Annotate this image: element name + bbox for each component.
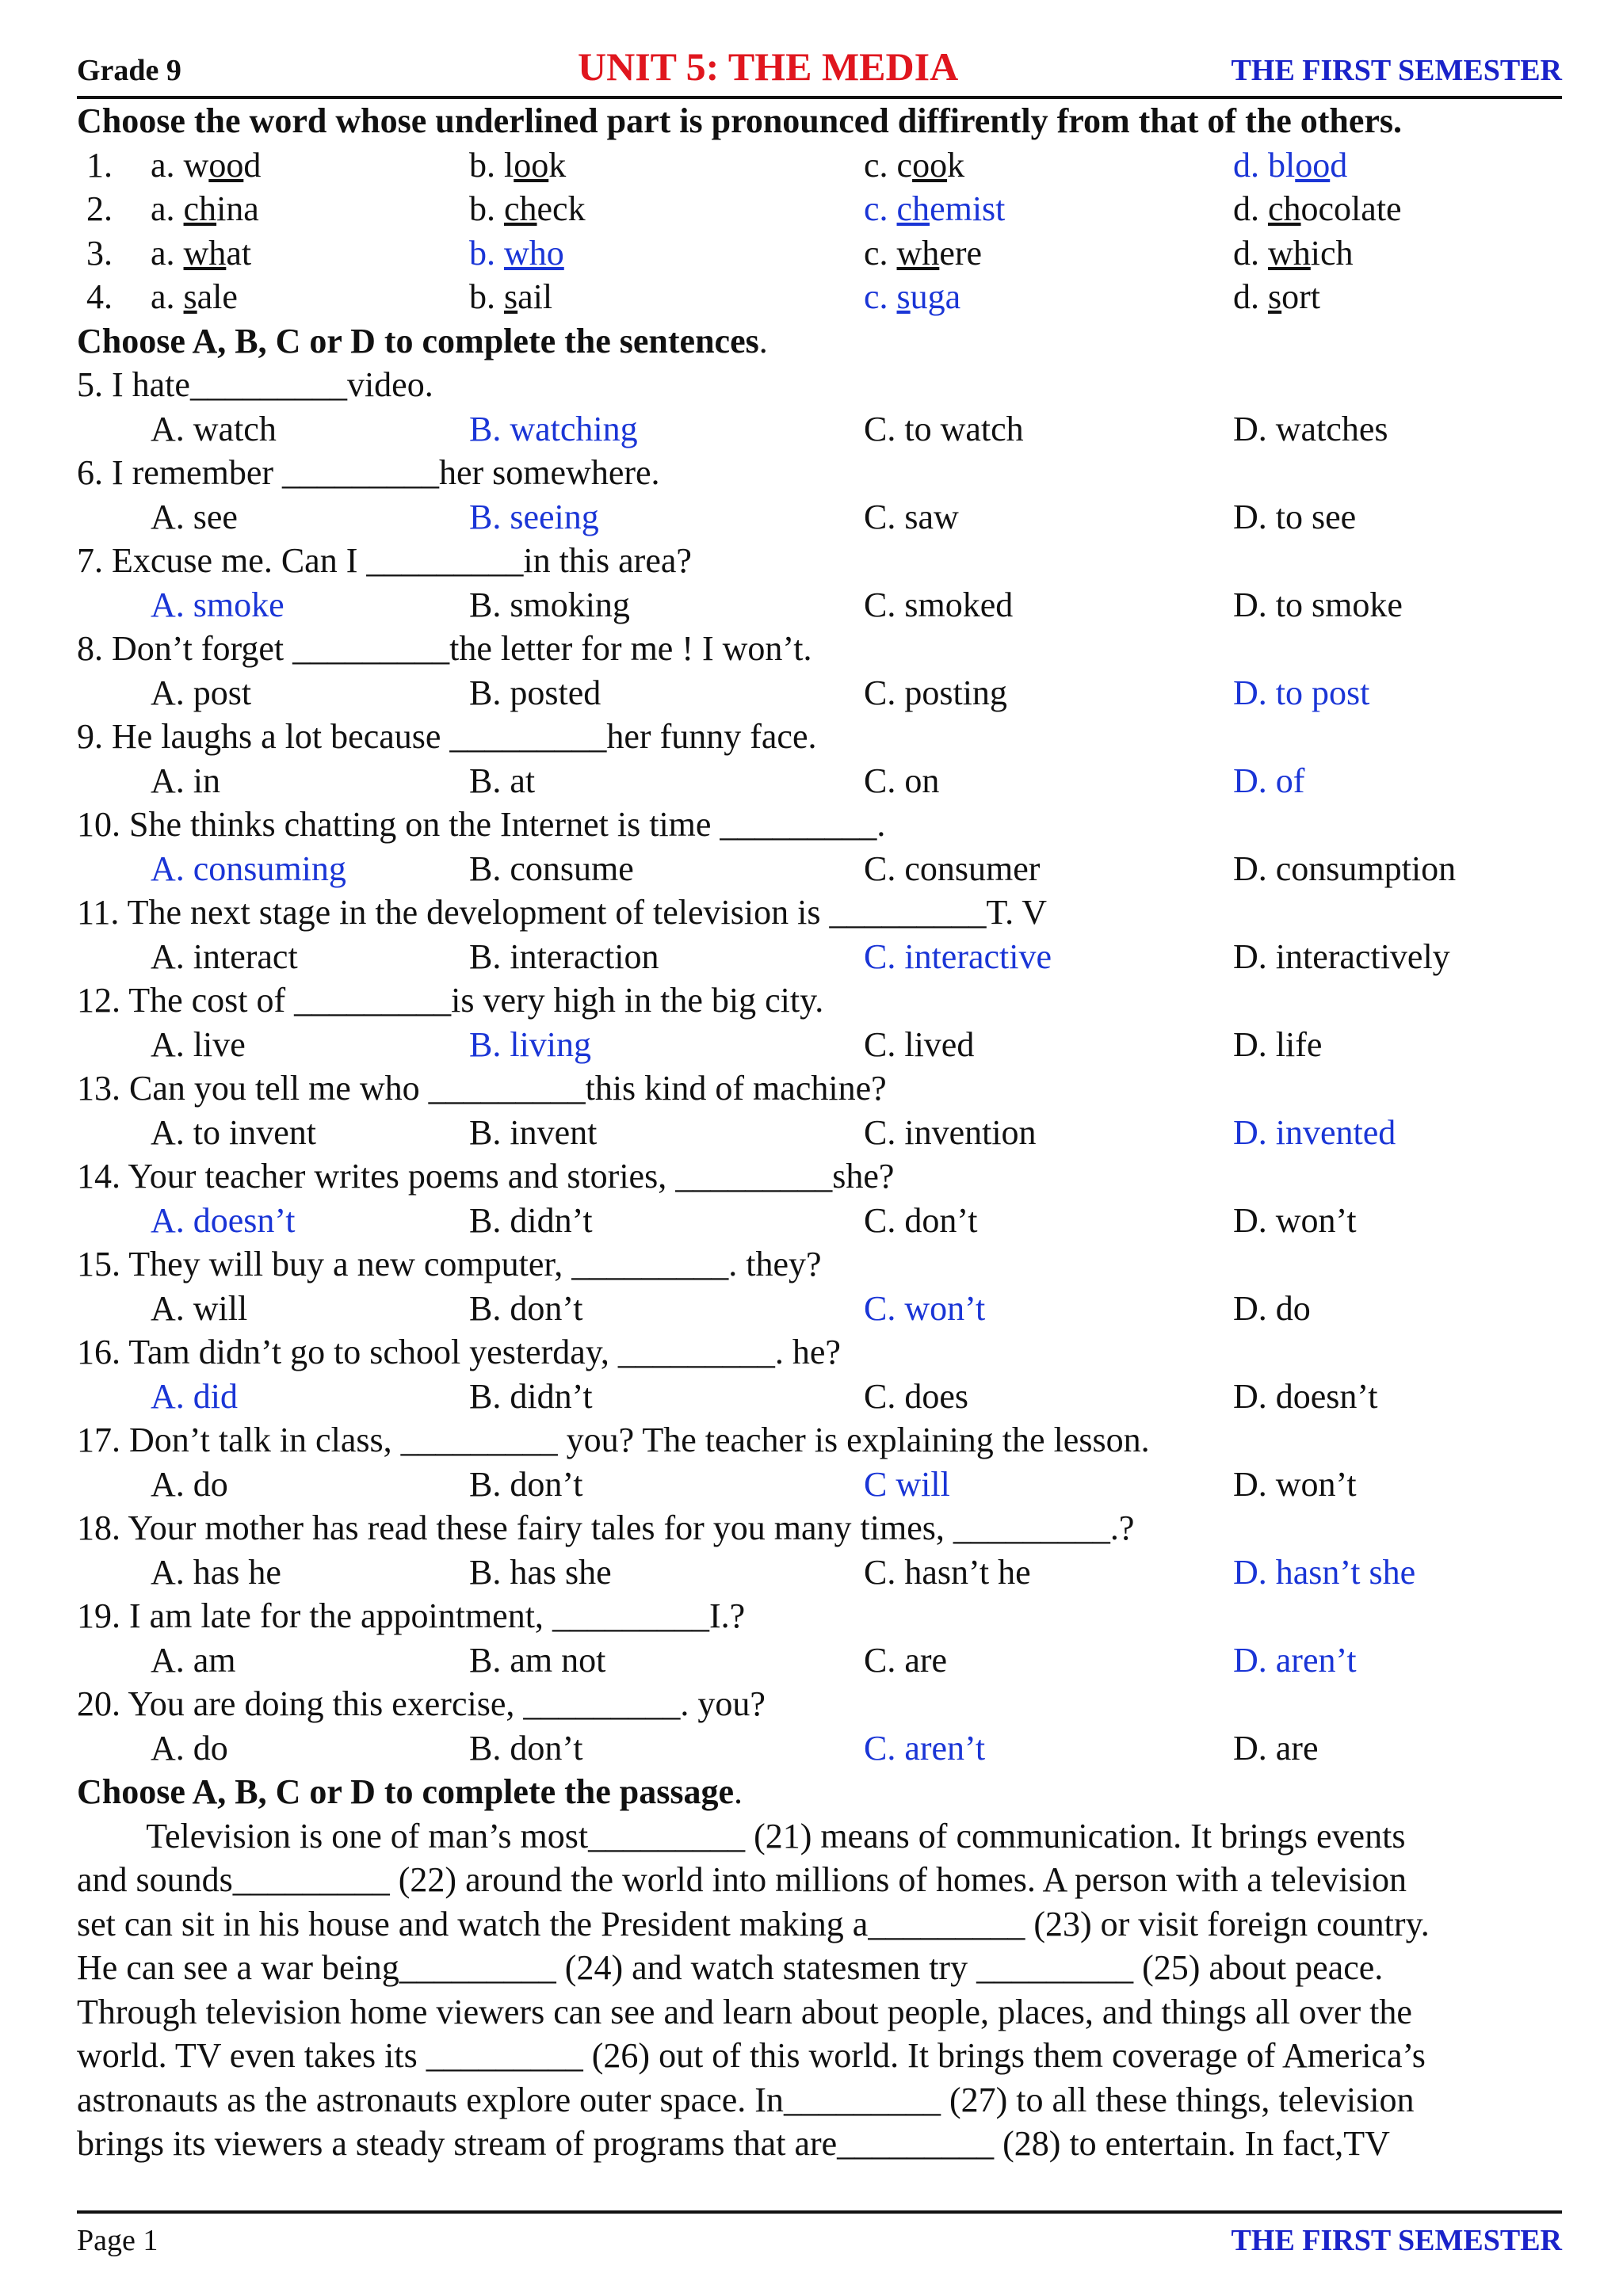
option <box>151 143 261 188</box>
option-correct: A. consuming <box>151 849 346 888</box>
option: A. interact <box>151 936 298 976</box>
stem-text: this kind of machine? <box>585 1069 887 1108</box>
question-stem <box>77 978 1562 1023</box>
page-footer <box>77 2218 1562 2258</box>
option <box>1233 187 1402 231</box>
underlined-part: oo <box>1295 145 1331 185</box>
question-options <box>77 407 1562 452</box>
question-options <box>77 1726 1562 1771</box>
option: C. invention <box>864 1112 1037 1152</box>
passage-blank: _________ <box>426 2036 583 2075</box>
option-correct: D. of <box>1233 761 1305 800</box>
underlined-part: s <box>896 277 911 316</box>
option: B. don’t <box>469 1288 583 1328</box>
stem-text: 18. Your mother has read these fairy tales for you many times, <box>77 1508 953 1547</box>
option: B. interaction <box>469 936 659 976</box>
instruction-period: . <box>734 1772 743 1811</box>
answer-blank: _________ <box>282 453 439 492</box>
option-suffix: k <box>947 145 965 185</box>
footer-rule <box>77 2210 1562 2214</box>
option: B. don’t <box>469 1464 583 1504</box>
option <box>469 187 586 231</box>
stem-text: 10. She thinks chatting on the Internet is time <box>77 805 720 844</box>
question-stem <box>77 891 1562 935</box>
option-prefix: b. l <box>469 145 514 185</box>
option-suffix: d <box>1330 145 1348 185</box>
option-prefix: c. <box>864 277 897 316</box>
passage-text: (24) and watch statesmen try <box>556 1948 977 1987</box>
option: B. posted <box>469 673 601 712</box>
passage-text: Television is one of man’s most <box>77 1816 589 1855</box>
option: A. has he <box>151 1552 281 1592</box>
option-correct: C. interactive <box>864 936 1052 976</box>
passage-text: (25) about peace. <box>1133 1948 1384 1987</box>
option-prefix: b. <box>469 189 504 228</box>
option: D. to smoke <box>1233 585 1403 624</box>
passage-blank: _________ <box>399 1948 556 1987</box>
underlined-part: s <box>1268 277 1282 316</box>
question-stem <box>77 1418 1562 1463</box>
question-options <box>77 1638 1562 1683</box>
underlined-part: who <box>504 233 564 273</box>
pronunciation-question <box>77 143 1562 188</box>
option: D. are <box>1233 1728 1319 1768</box>
question-number: 1. <box>86 145 113 185</box>
option: A. watch <box>151 409 277 448</box>
question-options <box>77 583 1562 627</box>
option: B. don’t <box>469 1728 583 1768</box>
passage-text: (26) out of this world. It brings them coverage of America’s <box>582 2036 1426 2075</box>
question-stem <box>77 715 1562 759</box>
option-correct: D. hasn’t she <box>1233 1552 1416 1592</box>
answer-blank: _________ <box>294 981 452 1020</box>
answer-blank: _________ <box>523 1684 681 1723</box>
option-correct: D. aren’t <box>1233 1640 1357 1680</box>
passage-line <box>77 1902 1562 1947</box>
option-prefix: a. <box>151 189 184 228</box>
option: A. in <box>151 761 220 800</box>
passage-text: (27) to all these things, television <box>940 2080 1415 2119</box>
option: D. do <box>1233 1288 1311 1328</box>
option-suffix: ail <box>517 277 553 316</box>
section-3-instruction <box>77 1770 1562 1814</box>
question-options <box>77 1111 1562 1155</box>
option <box>1233 231 1354 276</box>
underlined-part: oo <box>208 145 244 185</box>
option-suffix: ere <box>939 233 983 273</box>
section-2-instruction <box>77 319 1562 364</box>
option: B. has she <box>469 1552 612 1592</box>
question-options <box>77 495 1562 540</box>
option-correct: D. invented <box>1233 1112 1396 1152</box>
page-header <box>77 44 1562 94</box>
stem-text: the letter for me ! I won’t. <box>449 629 812 668</box>
question-options <box>77 1287 1562 1331</box>
option: C. consumer <box>864 849 1041 888</box>
option: D. life <box>1233 1024 1323 1064</box>
pronunciation-question <box>77 187 1562 231</box>
underlined-part: wh <box>896 233 940 273</box>
stem-text: 15. They will buy a new computer, <box>77 1245 572 1283</box>
unit-title: UNIT 5: THE MEDIA <box>578 44 959 89</box>
passage-text: (21) means of communication. It brings events <box>745 1816 1406 1855</box>
option-correct <box>864 187 1005 231</box>
answer-blank: _________ <box>675 1157 833 1196</box>
question-stem <box>77 1594 1562 1638</box>
option <box>151 187 259 231</box>
underlined-part: s <box>183 277 197 316</box>
answer-blank: _________ <box>953 1508 1110 1547</box>
question-number: 4. <box>86 277 113 316</box>
question-options <box>77 759 1562 803</box>
option-correct <box>864 275 960 319</box>
option <box>469 143 566 188</box>
option: C. lived <box>864 1024 975 1064</box>
passage-line <box>77 2122 1562 2166</box>
question-options <box>77 1199 1562 1243</box>
stem-text: you? The teacher is explaining the lesson. <box>557 1421 1150 1459</box>
question-stem <box>77 803 1562 847</box>
stem-text: 17. Don’t talk in class, <box>77 1421 401 1459</box>
question-options <box>77 847 1562 891</box>
option-suffix: ort <box>1281 277 1321 316</box>
stem-text: 16. Tam didn’t go to school yesterday, <box>77 1333 618 1371</box>
option <box>151 231 251 276</box>
passage-blank: _________ <box>232 1860 390 1899</box>
option: C. to watch <box>864 409 1024 448</box>
stem-text: 6. I remember <box>77 453 282 492</box>
question-options <box>77 1463 1562 1507</box>
question-stem <box>77 1330 1562 1375</box>
instruction-period: . <box>758 321 768 360</box>
option-prefix: c. <box>864 189 897 228</box>
option <box>151 275 238 319</box>
stem-text: 14. Your teacher writes poems and stories, <box>77 1157 676 1196</box>
option: C. don’t <box>864 1200 978 1240</box>
option-prefix: a. w <box>151 145 209 185</box>
option: D. won’t <box>1233 1200 1357 1240</box>
passage-text: set can sit in his house and watch the President making a <box>77 1904 869 1943</box>
option-prefix: d. <box>1233 189 1268 228</box>
option: A. to invent <box>151 1112 316 1152</box>
instruction-text: Choose the word whose underlined part is pronounced diffirently from that of the others. <box>77 101 1403 140</box>
option-suffix: emist <box>930 189 1006 228</box>
option-suffix: eck <box>537 189 586 228</box>
option: B. didn’t <box>469 1376 593 1416</box>
option: D. interactively <box>1233 936 1450 976</box>
option-prefix: d. bl <box>1233 145 1296 185</box>
option-suffix: ocolate <box>1300 189 1402 228</box>
stem-text: 7. Excuse me. Can I <box>77 541 367 580</box>
instruction-text: Choose A, B, C or D to complete the sentences <box>77 321 759 360</box>
passage-blank: _________ <box>868 1904 1025 1943</box>
option-correct: A. doesn’t <box>151 1200 296 1240</box>
instruction-text: Choose A, B, C or D to complete the passage <box>77 1772 735 1811</box>
option: D. doesn’t <box>1233 1376 1378 1416</box>
option-correct: B. living <box>469 1024 592 1064</box>
answer-blank: _________ <box>366 541 524 580</box>
option-suffix: at <box>226 233 252 273</box>
option-correct: C. aren’t <box>864 1728 986 1768</box>
question-options <box>77 1550 1562 1595</box>
question-number: 2. <box>86 189 113 228</box>
option-correct: B. watching <box>469 409 638 448</box>
option: B. invent <box>469 1112 598 1152</box>
option-correct: B. seeing <box>469 497 599 536</box>
option: A. will <box>151 1288 248 1328</box>
option: B. at <box>469 761 536 800</box>
stem-text: 8. Don’t forget <box>77 629 293 668</box>
option <box>864 231 982 276</box>
underlined-part: ch <box>504 189 537 228</box>
question-stem <box>77 1242 1562 1287</box>
passage-text: (23) or visit foreign country. <box>1025 1904 1430 1943</box>
option-prefix: a. <box>151 233 184 273</box>
option: D. to see <box>1233 497 1357 536</box>
option-correct <box>469 231 564 276</box>
question-stem <box>77 627 1562 671</box>
semester-label: THE FIRST SEMESTER <box>1231 54 1562 87</box>
passage-blank: _________ <box>783 2080 941 2119</box>
option-prefix: d. <box>1233 233 1268 273</box>
option: C. saw <box>864 497 959 536</box>
question-stem <box>77 539 1562 583</box>
option-prefix: a. <box>151 277 184 316</box>
option: B. am not <box>469 1640 606 1680</box>
stem-text: I.? <box>708 1596 746 1635</box>
option: D. watches <box>1233 409 1388 448</box>
passage-text: astronauts as the astronauts explore outer space. In <box>77 2080 784 2119</box>
stem-text: 9. He laughs a lot because <box>77 717 450 756</box>
question-number: 3. <box>86 233 113 273</box>
stem-text: her somewhere. <box>439 453 660 492</box>
answer-blank: _________ <box>449 717 607 756</box>
stem-text: 13. Can you tell me who <box>77 1069 429 1108</box>
passage-line <box>77 1946 1562 1990</box>
option: C. on <box>864 761 940 800</box>
option-correct: C. won’t <box>864 1288 986 1328</box>
option: B. smoking <box>469 585 630 624</box>
worksheet-content <box>77 99 1562 2166</box>
option: A. live <box>151 1024 246 1064</box>
option: B. consume <box>469 849 634 888</box>
underlined-part: oo <box>514 145 549 185</box>
option-suffix: ich <box>1310 233 1354 273</box>
option: A. am <box>151 1640 236 1680</box>
answer-blank: _________ <box>292 629 450 668</box>
option-suffix: ale <box>197 277 238 316</box>
option-correct: A. smoke <box>151 585 285 624</box>
option: A. see <box>151 497 238 536</box>
option: C. smoked <box>864 585 1014 624</box>
passage-line <box>77 2034 1562 2078</box>
option: B. didn’t <box>469 1200 593 1240</box>
answer-blank: _________ <box>720 805 877 844</box>
option <box>469 275 552 319</box>
option: C. posting <box>864 673 1007 712</box>
stem-text: 5. I hate <box>77 365 190 404</box>
answer-blank: _________ <box>428 1069 586 1108</box>
option: D. consumption <box>1233 849 1457 888</box>
stem-text: . you? <box>680 1684 766 1723</box>
option: D. won’t <box>1233 1464 1357 1504</box>
pronunciation-question <box>77 231 1562 276</box>
passage-text: (22) around the world into millions of homes. A person with a television <box>389 1860 1407 1899</box>
passage-text: and sounds <box>77 1860 233 1899</box>
question-stem <box>77 1506 1562 1550</box>
stem-text: 20. You are doing this exercise, <box>77 1684 524 1723</box>
stem-text: is very high in the big city. <box>451 981 824 1020</box>
stem-text: 11. The next stage in the development of television is <box>77 893 830 932</box>
question-stem <box>77 1066 1562 1111</box>
answer-blank: _________ <box>617 1333 775 1371</box>
passage-blank: _________ <box>976 1948 1134 1987</box>
option-prefix: b. <box>469 277 504 316</box>
question-options <box>77 1023 1562 1067</box>
stem-text: . he? <box>774 1333 841 1371</box>
passage <box>77 1814 1562 2166</box>
passage-line <box>77 2078 1562 2122</box>
option: A. post <box>151 673 252 712</box>
question-stem <box>77 1154 1562 1199</box>
option-correct: A. did <box>151 1376 238 1416</box>
option: C. are <box>864 1640 948 1680</box>
passage-text: He can see a war being <box>77 1948 399 1987</box>
option-prefix: d. <box>1233 277 1268 316</box>
option: C. hasn’t he <box>864 1552 1031 1592</box>
underlined-part: wh <box>183 233 227 273</box>
option-suffix: ina <box>216 189 259 228</box>
option-correct: D. to post <box>1233 673 1370 712</box>
stem-text: 12. The cost of <box>77 981 295 1020</box>
section-1-instruction <box>77 99 1562 143</box>
answer-blank: _________ <box>571 1245 729 1283</box>
page-number: Page 1 <box>77 2224 158 2257</box>
stem-text: 19. I am late for the appointment, <box>77 1596 552 1635</box>
underlined-part: oo <box>912 145 948 185</box>
passage-blank: _________ <box>588 1816 746 1855</box>
stem-text: her funny face. <box>606 717 817 756</box>
question-options <box>77 671 1562 715</box>
option: A. do <box>151 1464 228 1504</box>
stem-text: .? <box>1109 1508 1135 1547</box>
option-prefix: c. <box>864 233 897 273</box>
grade-label: Grade 9 <box>77 54 181 87</box>
stem-text: in this area? <box>523 541 692 580</box>
question-stem <box>77 1682 1562 1726</box>
passage-text: brings its viewers a steady stream of programs that are <box>77 2124 838 2163</box>
question-stem <box>77 363 1562 407</box>
answer-blank: _________ <box>552 1596 709 1635</box>
footer-semester-label: THE FIRST SEMESTER <box>1231 2224 1562 2257</box>
stem-text: . they? <box>728 1245 822 1283</box>
passage-line <box>77 1814 1562 1859</box>
underlined-part: ch <box>1268 189 1301 228</box>
passage-line <box>77 1990 1562 2035</box>
underlined-part: s <box>504 277 518 316</box>
question-options <box>77 1375 1562 1419</box>
answer-blank: _________ <box>400 1421 558 1459</box>
passage-line <box>77 1858 1562 1902</box>
underlined-part: ch <box>896 189 930 228</box>
underlined-part: wh <box>1268 233 1311 273</box>
option-prefix: c. c <box>864 145 913 185</box>
answer-blank: _________ <box>829 893 987 932</box>
option-prefix: b. <box>469 233 504 273</box>
question-stem <box>77 451 1562 495</box>
stem-text: . <box>876 805 886 844</box>
answer-blank: _________ <box>189 365 347 404</box>
option-suffix: uga <box>910 277 961 316</box>
passage-text: Through television home viewers can see and learn about people, places, and things all over the <box>77 1992 1412 2031</box>
option-correct <box>1233 143 1347 188</box>
option: A. do <box>151 1728 228 1768</box>
underlined-part: ch <box>183 189 217 228</box>
option <box>1233 275 1320 319</box>
stem-text: T. V <box>986 893 1048 932</box>
option-suffix: k <box>548 145 567 185</box>
stem-text: video. <box>346 365 433 404</box>
passage-text: world. TV even takes its <box>77 2036 426 2075</box>
passage-blank: _________ <box>837 2124 995 2163</box>
option <box>864 143 964 188</box>
stem-text: she? <box>832 1157 895 1196</box>
option-correct: C will <box>864 1464 950 1504</box>
passage-text: (28) to entertain. In fact,TV <box>994 2124 1390 2163</box>
pronunciation-question <box>77 275 1562 319</box>
option: C. does <box>864 1376 968 1416</box>
option-suffix: d <box>243 145 262 185</box>
question-options <box>77 935 1562 979</box>
